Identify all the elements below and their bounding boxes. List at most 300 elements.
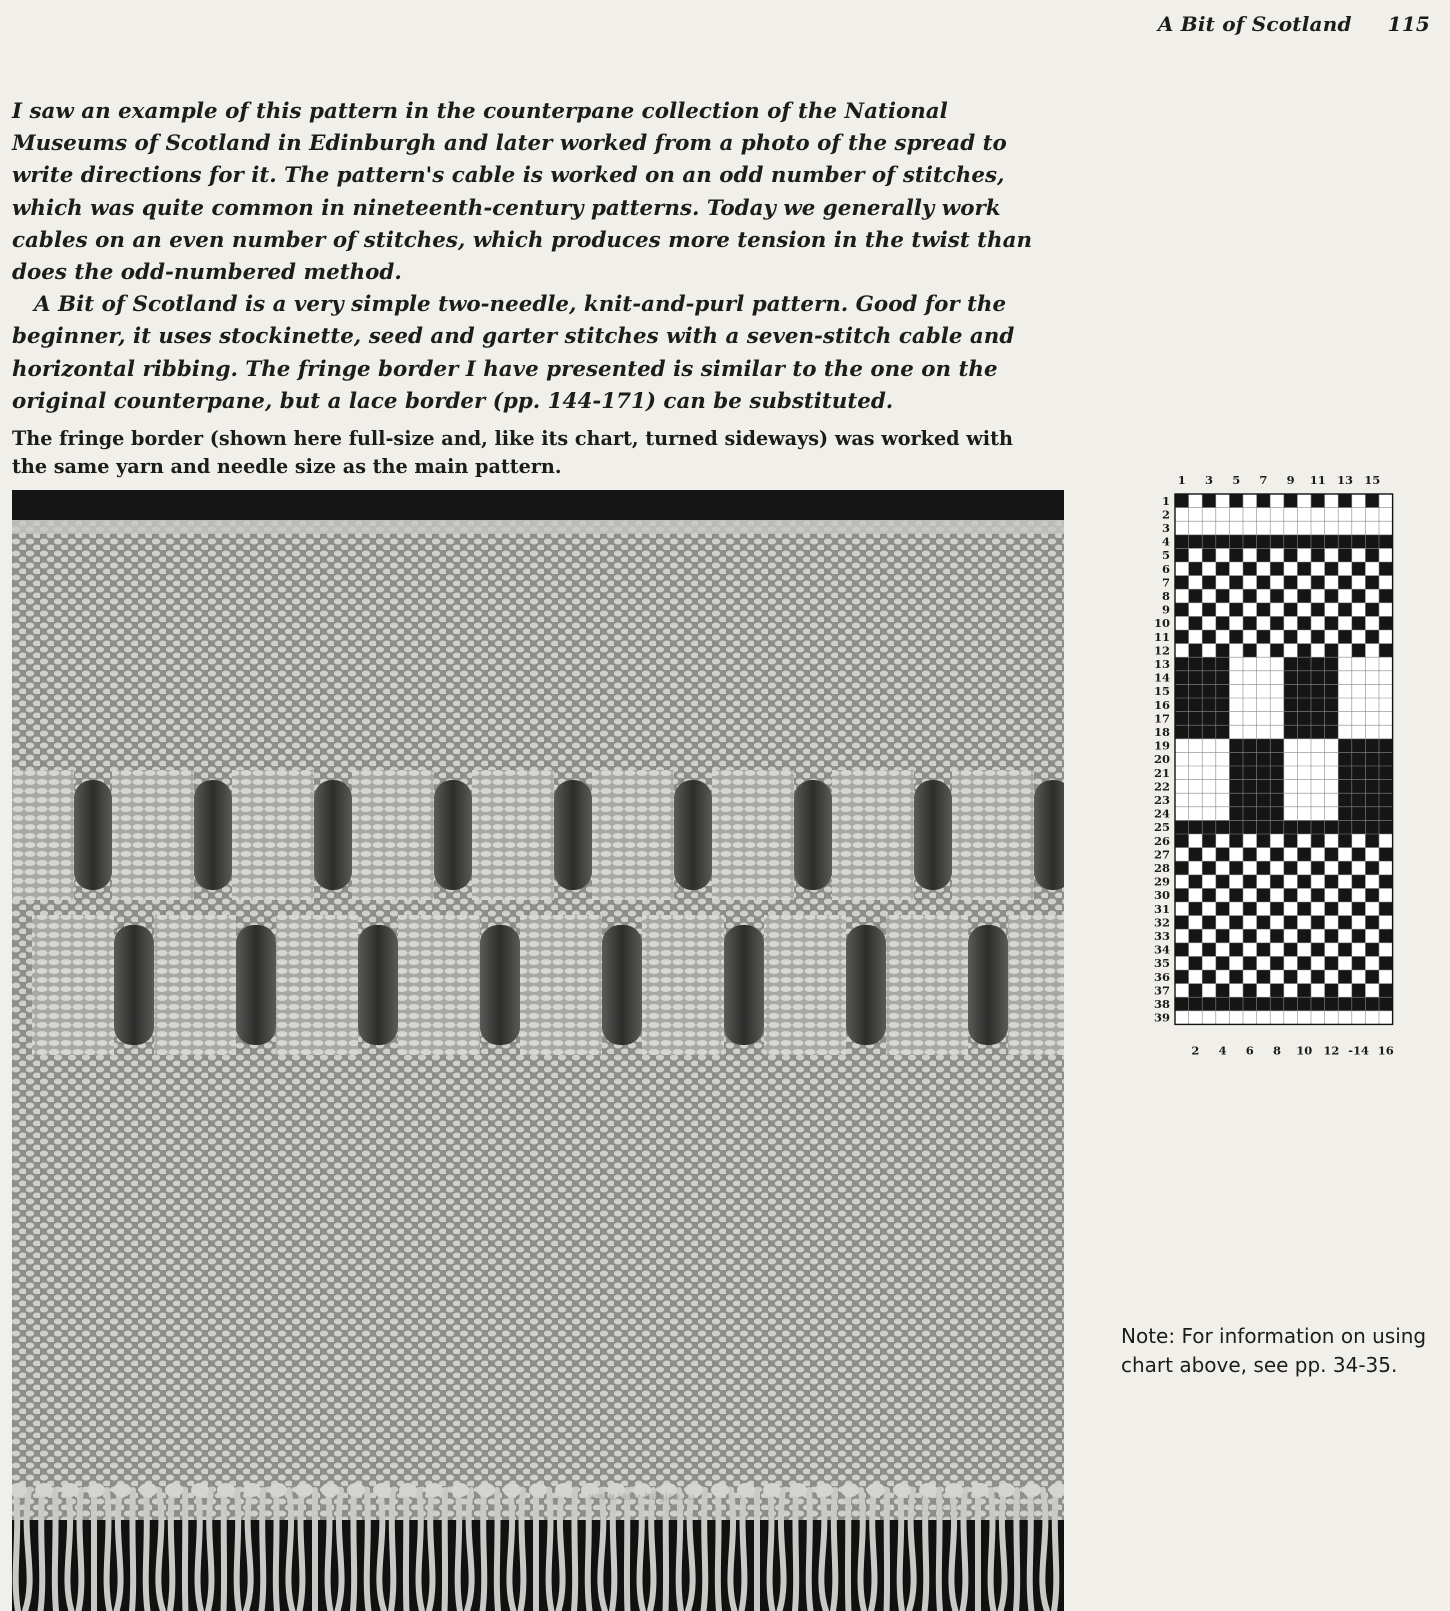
chart-cell-empty bbox=[1379, 1011, 1393, 1025]
chart-cell-empty bbox=[1270, 712, 1284, 726]
fringe-knot bbox=[139, 1483, 157, 1497]
chart-cell-empty bbox=[1257, 589, 1271, 603]
fringe-strand bbox=[509, 1490, 513, 1611]
chart-cell-filled bbox=[1338, 888, 1352, 902]
chart-cell-filled bbox=[1189, 725, 1203, 739]
chart-cell-filled bbox=[1352, 820, 1366, 834]
chart-cell-empty bbox=[1365, 929, 1379, 943]
chart-cell-empty bbox=[1229, 521, 1243, 535]
fringe-strand bbox=[237, 1490, 239, 1611]
chart-cell-filled bbox=[1229, 943, 1243, 957]
chart-cell-filled bbox=[1352, 752, 1366, 766]
chart-cell-empty bbox=[1189, 739, 1203, 753]
chart-cell-filled bbox=[1338, 630, 1352, 644]
fringe-knot bbox=[295, 1483, 313, 1497]
chart-cell-filled bbox=[1229, 793, 1243, 807]
chart-cell-empty bbox=[1270, 916, 1284, 930]
chart-cell-empty bbox=[1379, 712, 1393, 726]
chart-cell-empty bbox=[1284, 807, 1298, 821]
chart-cell-empty bbox=[1189, 807, 1203, 821]
chart-cell-empty bbox=[1175, 902, 1189, 916]
chart-cell-filled bbox=[1338, 861, 1352, 875]
rib-recess bbox=[914, 780, 952, 890]
chart-cell-filled bbox=[1243, 793, 1257, 807]
chart-cell-filled bbox=[1175, 657, 1189, 671]
chart-cell-empty bbox=[1216, 916, 1230, 930]
chart-cell-empty bbox=[1270, 1011, 1284, 1025]
chart-cell-filled bbox=[1325, 820, 1339, 834]
chart-cell-empty bbox=[1284, 875, 1298, 889]
chart-cell-empty bbox=[1352, 725, 1366, 739]
chart-cell-filled bbox=[1284, 576, 1298, 590]
chart-cell-filled bbox=[1270, 739, 1284, 753]
garter-block bbox=[832, 770, 914, 900]
chart-cell-empty bbox=[1189, 508, 1203, 522]
chart-cell-empty bbox=[1270, 508, 1284, 522]
fringe-strand bbox=[55, 1490, 56, 1611]
chart-cell-empty bbox=[1325, 888, 1339, 902]
fringe-knot bbox=[503, 1483, 521, 1497]
chart-cell-empty bbox=[1229, 902, 1243, 916]
garter-block bbox=[712, 770, 794, 900]
chart-cell-filled bbox=[1379, 644, 1393, 658]
chart-cell-empty bbox=[1338, 698, 1352, 712]
chart-cell-filled bbox=[1365, 820, 1379, 834]
chart-cell-filled bbox=[1325, 712, 1339, 726]
chart-cell-filled bbox=[1352, 929, 1366, 943]
chart-cell-empty bbox=[1243, 943, 1257, 957]
chart-row-label: 23 bbox=[1153, 793, 1170, 807]
chart-cell-empty bbox=[1311, 875, 1325, 889]
chart-cell-filled bbox=[1297, 644, 1311, 658]
chart-cell-empty bbox=[1202, 929, 1216, 943]
chart-cell-empty bbox=[1365, 657, 1379, 671]
chart-cell-empty bbox=[1270, 548, 1284, 562]
chart-cell-filled bbox=[1216, 535, 1230, 549]
chart-cell-filled bbox=[1325, 589, 1339, 603]
chart-cell-filled bbox=[1229, 916, 1243, 930]
fringe-strand bbox=[262, 1490, 264, 1611]
chart-cell-empty bbox=[1257, 562, 1271, 576]
chart-cell-filled bbox=[1257, 535, 1271, 549]
chart-row-label: 14 bbox=[1153, 670, 1170, 685]
chart-cell-empty bbox=[1352, 888, 1366, 902]
chart-cell-filled bbox=[1338, 834, 1352, 848]
fringe-knot bbox=[87, 1483, 105, 1497]
chart-cell-empty bbox=[1216, 861, 1230, 875]
chart-cell-empty bbox=[1202, 766, 1216, 780]
fringe-knot bbox=[919, 1483, 937, 1497]
chart-cell-empty bbox=[1352, 970, 1366, 984]
chart-cell-filled bbox=[1257, 916, 1271, 930]
chart-cell-filled bbox=[1216, 644, 1230, 658]
fringe-strand bbox=[951, 1490, 955, 1611]
chart-cell-empty bbox=[1352, 671, 1366, 685]
chart-cell-empty bbox=[1297, 494, 1311, 508]
chart-cell-filled bbox=[1311, 684, 1325, 698]
chart-cell-filled bbox=[1270, 644, 1284, 658]
chart-cell-filled bbox=[1189, 671, 1203, 685]
chart-cell-filled bbox=[1243, 984, 1257, 998]
chart-cell-empty bbox=[1175, 956, 1189, 970]
chart-row-label: 30 bbox=[1153, 888, 1170, 903]
chart-cell-empty bbox=[1325, 793, 1339, 807]
fringe-strand bbox=[848, 1490, 849, 1611]
chart-cell-filled bbox=[1365, 780, 1379, 794]
chart-cell-filled bbox=[1352, 875, 1366, 889]
chart-column-label-bottom: 6 bbox=[1245, 1043, 1254, 1058]
chart-row-label: 8 bbox=[1161, 589, 1170, 603]
fringe-strand bbox=[132, 1490, 133, 1611]
chart-cell-empty bbox=[1189, 752, 1203, 766]
chart-cell-empty bbox=[1257, 902, 1271, 916]
chart-cell-empty bbox=[1284, 780, 1298, 794]
chart-row-label: 18 bbox=[1153, 725, 1170, 739]
chart-cell-filled bbox=[1216, 712, 1230, 726]
fringe-strand bbox=[328, 1490, 331, 1611]
fringe-knot bbox=[971, 1483, 989, 1497]
chart-cell-empty bbox=[1270, 630, 1284, 644]
chart-cell-empty bbox=[1338, 984, 1352, 998]
chart-cell-empty bbox=[1325, 861, 1339, 875]
chart-cell-empty bbox=[1202, 616, 1216, 630]
chart-cell-filled bbox=[1365, 834, 1379, 848]
chart-cell-empty bbox=[1229, 657, 1243, 671]
chart-cell-filled bbox=[1216, 725, 1230, 739]
chart-cell-filled bbox=[1325, 616, 1339, 630]
chart-cell-empty bbox=[1338, 902, 1352, 916]
chart-row-label: 31 bbox=[1153, 901, 1170, 916]
chart-cell-filled bbox=[1175, 494, 1189, 508]
chart-cell-filled bbox=[1284, 630, 1298, 644]
chart-cell-filled bbox=[1257, 861, 1271, 875]
chart-cell-empty bbox=[1352, 548, 1366, 562]
fringe-strand bbox=[574, 1490, 575, 1611]
chart-cell-filled bbox=[1270, 793, 1284, 807]
chart-cell-empty bbox=[1297, 861, 1311, 875]
chart-cell-empty bbox=[1257, 657, 1271, 671]
chart-cell-filled bbox=[1365, 997, 1379, 1011]
chart-cell-empty bbox=[1311, 644, 1325, 658]
chart-cell-empty bbox=[1311, 902, 1325, 916]
chart-cell-filled bbox=[1229, 861, 1243, 875]
chart-cell-empty bbox=[1243, 508, 1257, 522]
chart-cell-filled bbox=[1243, 848, 1257, 862]
chart-cell-filled bbox=[1325, 644, 1339, 658]
chart-cell-filled bbox=[1365, 916, 1379, 930]
chart-cell-filled bbox=[1284, 712, 1298, 726]
chart-cell-empty bbox=[1189, 916, 1203, 930]
chart-cell-empty bbox=[1284, 589, 1298, 603]
chart-cell-filled bbox=[1297, 698, 1311, 712]
fringe-strand bbox=[16, 1490, 18, 1611]
chart-cell-filled bbox=[1311, 712, 1325, 726]
chart-row-label: 2 bbox=[1161, 507, 1170, 522]
chart-cell-empty bbox=[1216, 834, 1230, 848]
chart-row-label: 34 bbox=[1153, 942, 1170, 957]
chart-cell-filled bbox=[1202, 698, 1216, 712]
chart-cell-empty bbox=[1270, 603, 1284, 617]
chart-cell-filled bbox=[1202, 548, 1216, 562]
chart-row-label: 7 bbox=[1161, 575, 1170, 590]
chart-cell-filled bbox=[1352, 997, 1366, 1011]
chart-cell-filled bbox=[1379, 956, 1393, 970]
chart-cell-filled bbox=[1229, 548, 1243, 562]
fringe-strand bbox=[41, 1490, 43, 1611]
chart-cell-empty bbox=[1352, 1011, 1366, 1025]
chart-cell-empty bbox=[1379, 916, 1393, 930]
chart-cell-filled bbox=[1229, 630, 1243, 644]
chart-cell-empty bbox=[1365, 984, 1379, 998]
chart-cell-filled bbox=[1338, 535, 1352, 549]
garter-block bbox=[520, 915, 602, 1055]
chart-cell-filled bbox=[1311, 548, 1325, 562]
chart-cell-empty bbox=[1270, 671, 1284, 685]
chart-cell-filled bbox=[1175, 820, 1189, 834]
chart-cell-filled bbox=[1257, 997, 1271, 1011]
chart-cell-filled bbox=[1216, 698, 1230, 712]
watermark: www.lady-bagira.ru bbox=[588, 1490, 695, 1503]
chart-cell-empty bbox=[1243, 712, 1257, 726]
fringe-knot bbox=[1023, 1483, 1041, 1497]
chart-cell-empty bbox=[1338, 521, 1352, 535]
chart-cell-filled bbox=[1297, 562, 1311, 576]
chart-cell-filled bbox=[1257, 739, 1271, 753]
fringe-strand bbox=[666, 1490, 667, 1611]
chart-cell-empty bbox=[1338, 712, 1352, 726]
chart-cell-filled bbox=[1365, 807, 1379, 821]
chart-cell-empty bbox=[1325, 916, 1339, 930]
chart-cell-filled bbox=[1216, 929, 1230, 943]
chart-row-label: 39 bbox=[1153, 1010, 1170, 1025]
chart-cell-empty bbox=[1365, 562, 1379, 576]
chart-cell-empty bbox=[1229, 616, 1243, 630]
chart-row-label: 35 bbox=[1153, 956, 1170, 971]
fringe-knot bbox=[789, 1483, 807, 1497]
chart-cell-filled bbox=[1365, 943, 1379, 957]
chart-cell-empty bbox=[1257, 521, 1271, 535]
chart-cell-filled bbox=[1325, 848, 1339, 862]
chart-cell-empty bbox=[1189, 521, 1203, 535]
chart-cell-empty bbox=[1229, 929, 1243, 943]
chart-cell-filled bbox=[1311, 576, 1325, 590]
fringe-knot bbox=[217, 1483, 235, 1497]
chart-row-label: 6 bbox=[1161, 561, 1170, 576]
chart-cell-filled bbox=[1175, 834, 1189, 848]
chart-cell-empty bbox=[1189, 1011, 1203, 1025]
stitch-chart-svg bbox=[1140, 468, 1420, 1318]
chart-cell-empty bbox=[1257, 698, 1271, 712]
chart-row-label: 17 bbox=[1153, 711, 1170, 726]
garter-block bbox=[592, 770, 674, 900]
fringe-knot bbox=[815, 1483, 833, 1497]
chart-cell-empty bbox=[1216, 1011, 1230, 1025]
chart-cell-filled bbox=[1216, 684, 1230, 698]
chart-cell-empty bbox=[1189, 576, 1203, 590]
chart-cell-filled bbox=[1270, 997, 1284, 1011]
chart-cell-filled bbox=[1311, 970, 1325, 984]
chart-cell-filled bbox=[1229, 780, 1243, 794]
chart-cell-empty bbox=[1284, 793, 1298, 807]
fringe-strand bbox=[483, 1490, 485, 1611]
fringe-strand bbox=[429, 1490, 432, 1611]
chart-cell-filled bbox=[1311, 657, 1325, 671]
chart-cell-filled bbox=[1202, 630, 1216, 644]
chart-cell-filled bbox=[1284, 494, 1298, 508]
chart-cell-filled bbox=[1189, 535, 1203, 549]
garter-block bbox=[32, 915, 114, 1055]
chart-cell-filled bbox=[1257, 603, 1271, 617]
page-number: 115 bbox=[1387, 12, 1430, 36]
chart-cell-empty bbox=[1311, 929, 1325, 943]
chart-row-label: 20 bbox=[1153, 752, 1170, 767]
chart-cell-filled bbox=[1379, 820, 1393, 834]
chart-cell-filled bbox=[1202, 712, 1216, 726]
chart-cell-empty bbox=[1202, 902, 1216, 916]
chart-cell-filled bbox=[1216, 616, 1230, 630]
chart-cell-filled bbox=[1175, 712, 1189, 726]
chart-cell-filled bbox=[1365, 576, 1379, 590]
chart-cell-filled bbox=[1311, 943, 1325, 957]
chart-row-label: 33 bbox=[1153, 929, 1170, 943]
chart-cell-empty bbox=[1311, 752, 1325, 766]
chart-cell-empty bbox=[1284, 739, 1298, 753]
chart-cell-empty bbox=[1297, 793, 1311, 807]
rib-recess bbox=[968, 925, 1008, 1045]
chart-cell-filled bbox=[1257, 548, 1271, 562]
rib-recess bbox=[434, 780, 472, 890]
chart-column-label-bottom: 12 bbox=[1323, 1043, 1340, 1058]
fringe-strand bbox=[276, 1490, 277, 1611]
fringe-knot bbox=[113, 1483, 131, 1497]
chart-cell-empty bbox=[1189, 548, 1203, 562]
chart-cell-empty bbox=[1325, 739, 1339, 753]
garter-block bbox=[352, 770, 434, 900]
chart-row-label: 12 bbox=[1153, 643, 1170, 658]
chart-cell-empty bbox=[1297, 807, 1311, 821]
chart-cell-filled bbox=[1311, 630, 1325, 644]
rib-recess bbox=[74, 780, 112, 890]
chart-cell-empty bbox=[1189, 970, 1203, 984]
chart-cell-filled bbox=[1216, 657, 1230, 671]
chart-cell-empty bbox=[1270, 657, 1284, 671]
chart-cell-empty bbox=[1379, 861, 1393, 875]
chart-cell-empty bbox=[1216, 970, 1230, 984]
chart-cell-empty bbox=[1216, 576, 1230, 590]
chart-cell-filled bbox=[1338, 548, 1352, 562]
chart-cell-filled bbox=[1243, 820, 1257, 834]
chart-cell-filled bbox=[1379, 616, 1393, 630]
chart-cell-filled bbox=[1202, 970, 1216, 984]
chart-cell-empty bbox=[1216, 752, 1230, 766]
chart-cell-filled bbox=[1325, 684, 1339, 698]
chart-cell-empty bbox=[1175, 739, 1189, 753]
garter-block bbox=[472, 770, 554, 900]
chart-cell-filled bbox=[1338, 603, 1352, 617]
fringe-strand bbox=[963, 1490, 966, 1611]
chart-cell-empty bbox=[1175, 793, 1189, 807]
chart-cell-empty bbox=[1243, 834, 1257, 848]
chart-cell-filled bbox=[1311, 671, 1325, 685]
chart-cell-filled bbox=[1216, 902, 1230, 916]
chart-cell-empty bbox=[1257, 848, 1271, 862]
chart-cell-filled bbox=[1352, 793, 1366, 807]
chart-cell-filled bbox=[1284, 888, 1298, 902]
chart-row-label: 21 bbox=[1153, 765, 1170, 780]
chart-cell-empty bbox=[1311, 1011, 1325, 1025]
chart-row-label: 38 bbox=[1153, 997, 1170, 1011]
chart-cell-empty bbox=[1189, 603, 1203, 617]
chart-cell-empty bbox=[1379, 521, 1393, 535]
chart-cell-filled bbox=[1379, 766, 1393, 780]
chart-cell-empty bbox=[1338, 684, 1352, 698]
chart-cell-filled bbox=[1352, 644, 1366, 658]
chart-cell-empty bbox=[1352, 861, 1366, 875]
chart-cell-empty bbox=[1325, 1011, 1339, 1025]
chart-cell-empty bbox=[1338, 671, 1352, 685]
chart-cell-empty bbox=[1311, 956, 1325, 970]
fringe-strand bbox=[627, 1490, 628, 1611]
chart-cell-filled bbox=[1338, 576, 1352, 590]
fringe-strand bbox=[679, 1490, 681, 1611]
rib-recess bbox=[724, 925, 764, 1045]
chart-cell-filled bbox=[1243, 589, 1257, 603]
garter-block bbox=[154, 915, 236, 1055]
chart-cell-empty bbox=[1379, 970, 1393, 984]
chart-cell-filled bbox=[1257, 820, 1271, 834]
chart-cell-filled bbox=[1325, 562, 1339, 576]
chart-cell-filled bbox=[1243, 616, 1257, 630]
chart-cell-filled bbox=[1284, 943, 1298, 957]
chart-cell-filled bbox=[1270, 848, 1284, 862]
chart-cell-empty bbox=[1311, 739, 1325, 753]
chart-cell-empty bbox=[1243, 630, 1257, 644]
chart-cell-filled bbox=[1229, 997, 1243, 1011]
chart-cell-filled bbox=[1325, 698, 1339, 712]
chart-cell-empty bbox=[1352, 508, 1366, 522]
chart-cell-filled bbox=[1379, 997, 1393, 1011]
chart-cell-filled bbox=[1189, 562, 1203, 576]
chart-cell-empty bbox=[1270, 576, 1284, 590]
chart-cell-filled bbox=[1270, 875, 1284, 889]
chart-cell-empty bbox=[1229, 984, 1243, 998]
chart-cell-empty bbox=[1365, 521, 1379, 535]
chart-cell-filled bbox=[1365, 548, 1379, 562]
chart-cell-filled bbox=[1270, 535, 1284, 549]
chart-cell-empty bbox=[1257, 984, 1271, 998]
fringe-strand bbox=[445, 1490, 446, 1611]
chart-cell-filled bbox=[1325, 535, 1339, 549]
chart-cell-empty bbox=[1175, 984, 1189, 998]
chart-cell-filled bbox=[1352, 589, 1366, 603]
chart-cell-filled bbox=[1175, 576, 1189, 590]
chart-cell-filled bbox=[1257, 807, 1271, 821]
chart-cell-empty bbox=[1257, 875, 1271, 889]
chart-cell-filled bbox=[1365, 793, 1379, 807]
chart-cell-filled bbox=[1202, 494, 1216, 508]
chart-cell-empty bbox=[1338, 562, 1352, 576]
chart-cell-filled bbox=[1216, 671, 1230, 685]
chart-cell-filled bbox=[1297, 820, 1311, 834]
chart-cell-filled bbox=[1175, 548, 1189, 562]
intro-text bbox=[12, 96, 1052, 418]
chart-cell-empty bbox=[1338, 508, 1352, 522]
fringe-knot bbox=[867, 1483, 885, 1497]
chart-cell-filled bbox=[1229, 739, 1243, 753]
chart-cell-filled bbox=[1257, 970, 1271, 984]
chart-cell-empty bbox=[1297, 970, 1311, 984]
chart-cell-filled bbox=[1175, 970, 1189, 984]
